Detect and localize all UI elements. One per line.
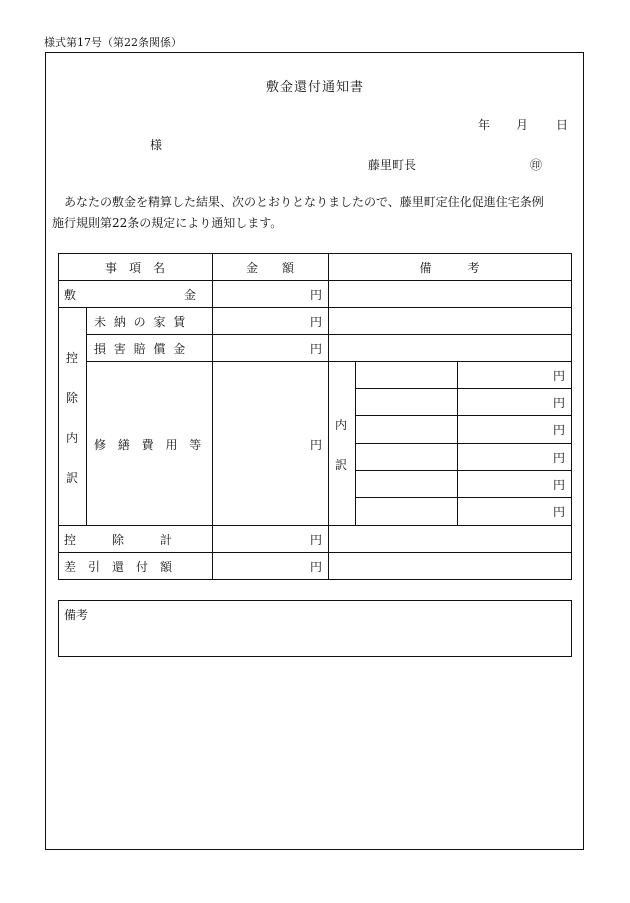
row-deduction-total-yen: 円: [310, 533, 323, 547]
addressee-suffix: 様: [150, 138, 163, 152]
breakdown-yen-6: 円: [553, 505, 566, 519]
breakdown-yen-2: 円: [553, 396, 566, 410]
form-number: 様式第17号（第22条関係）: [44, 36, 182, 49]
row-repair-label: 修 繕 費 用 等: [94, 438, 206, 452]
row-refund-label: 差 引 還 付 額: [64, 560, 173, 574]
header-item: 事 項 名: [104, 261, 165, 275]
deduction-char-2: 除: [66, 391, 79, 405]
breakdown-yen-1: 円: [553, 369, 566, 383]
header-remarks: 備 考: [419, 261, 480, 275]
date-month: 月: [516, 118, 529, 132]
breakdown-char-1: 内: [335, 418, 348, 432]
remarks-box-label: 備考: [64, 608, 89, 622]
row-damages-label: 損 害 賠 償 金: [94, 342, 188, 356]
deduction-char-3: 内: [66, 431, 79, 445]
header-amount: 金 額: [245, 261, 294, 275]
breakdown-char-2: 訳: [335, 458, 348, 472]
breakdown-yen-3: 円: [553, 423, 566, 437]
date-year: 年: [478, 118, 491, 132]
body-line-1: あなたの敷金を精算した結果、次のとおりとなりましたので、藤里町定住化促進住宅条例: [64, 195, 544, 209]
seal-mark: ㊞: [530, 158, 543, 172]
deduction-char-1: 控: [66, 351, 79, 365]
row-deposit-yen: 円: [310, 288, 323, 302]
document-title: 敷金還付通知書: [265, 80, 364, 95]
date-day: 日: [556, 118, 569, 132]
row-repair-yen: 円: [310, 438, 323, 452]
row-unpaid-rent-label: 未 納 の 家 賃: [94, 315, 188, 329]
row-refund-yen: 円: [310, 560, 323, 574]
breakdown-yen-4: 円: [553, 451, 566, 465]
body-line-2: 施行規則第22条の規定により通知します。: [52, 216, 283, 230]
deduction-char-4: 訳: [66, 471, 79, 485]
row-unpaid-rent-yen: 円: [310, 315, 323, 329]
row-damages-yen: 円: [310, 342, 323, 356]
row-deduction-total-label: 控 除 計: [64, 533, 173, 547]
row-deposit-label: 敷 金: [64, 288, 197, 302]
breakdown-yen-5: 円: [553, 478, 566, 492]
issuer-name: 藤里町長: [368, 158, 417, 172]
